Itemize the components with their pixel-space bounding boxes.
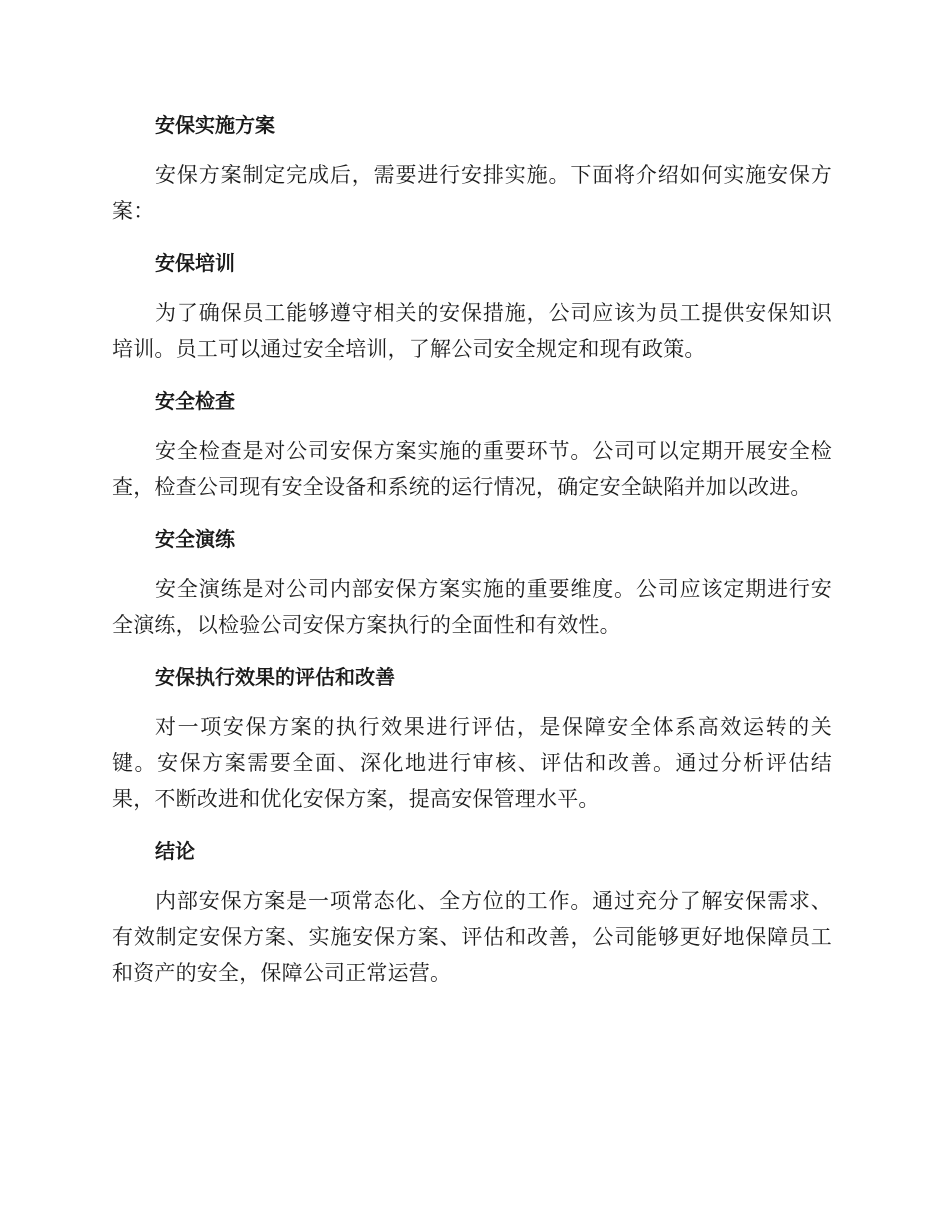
section-paragraph-conclusion: 内部安保方案是一项常态化、全方位的工作。通过充分了解安保需求、有效制定安保方案、实施安保方案、评估和改善，公司能够更好地保障员工和资产的安全，保障公司正常运营。 bbox=[112, 889, 832, 985]
section-paragraph-training: 为了确保员工能够遵守相关的安保措施，公司应该为员工提供安保知识培训。员工可以通过安全培训，了解公司安全规定和现有政策。 bbox=[112, 301, 832, 361]
section-heading-inspection: 安全检查 bbox=[155, 389, 235, 413]
section-paragraph-inspection: 安全检查是对公司安保方案实施的重要环节。公司可以定期开展安全检查，检查公司现有安全设备和系统的运行情况，确定安全缺陷并加以改进。 bbox=[112, 439, 832, 499]
section-paragraph-evaluation: 对一项安保方案的执行效果进行评估，是保障安全体系高效运转的关键。安保方案需要全面、深化地进行审核、评估和改善。通过分析评估结果，不断改进和优化安保方案，提高安保管理水平。 bbox=[112, 715, 832, 811]
section-heading-evaluation: 安保执行效果的评估和改善 bbox=[155, 665, 395, 689]
section-paragraph-implementation: 安保方案制定完成后，需要进行安排实施。下面将介绍如何实施安保方案： bbox=[112, 163, 832, 223]
section-heading-conclusion: 结论 bbox=[155, 839, 195, 863]
section-paragraph-drill: 安全演练是对公司内部安保方案实施的重要维度。公司应该定期进行安全演练，以检验公司安保方案执行的全面性和有效性。 bbox=[112, 577, 832, 637]
section-heading-training: 安保培训 bbox=[155, 251, 235, 275]
document-body bbox=[112, 107, 832, 1007]
section-heading-drill: 安全演练 bbox=[155, 527, 235, 551]
section-heading-implementation: 安保实施方案 bbox=[155, 113, 275, 137]
